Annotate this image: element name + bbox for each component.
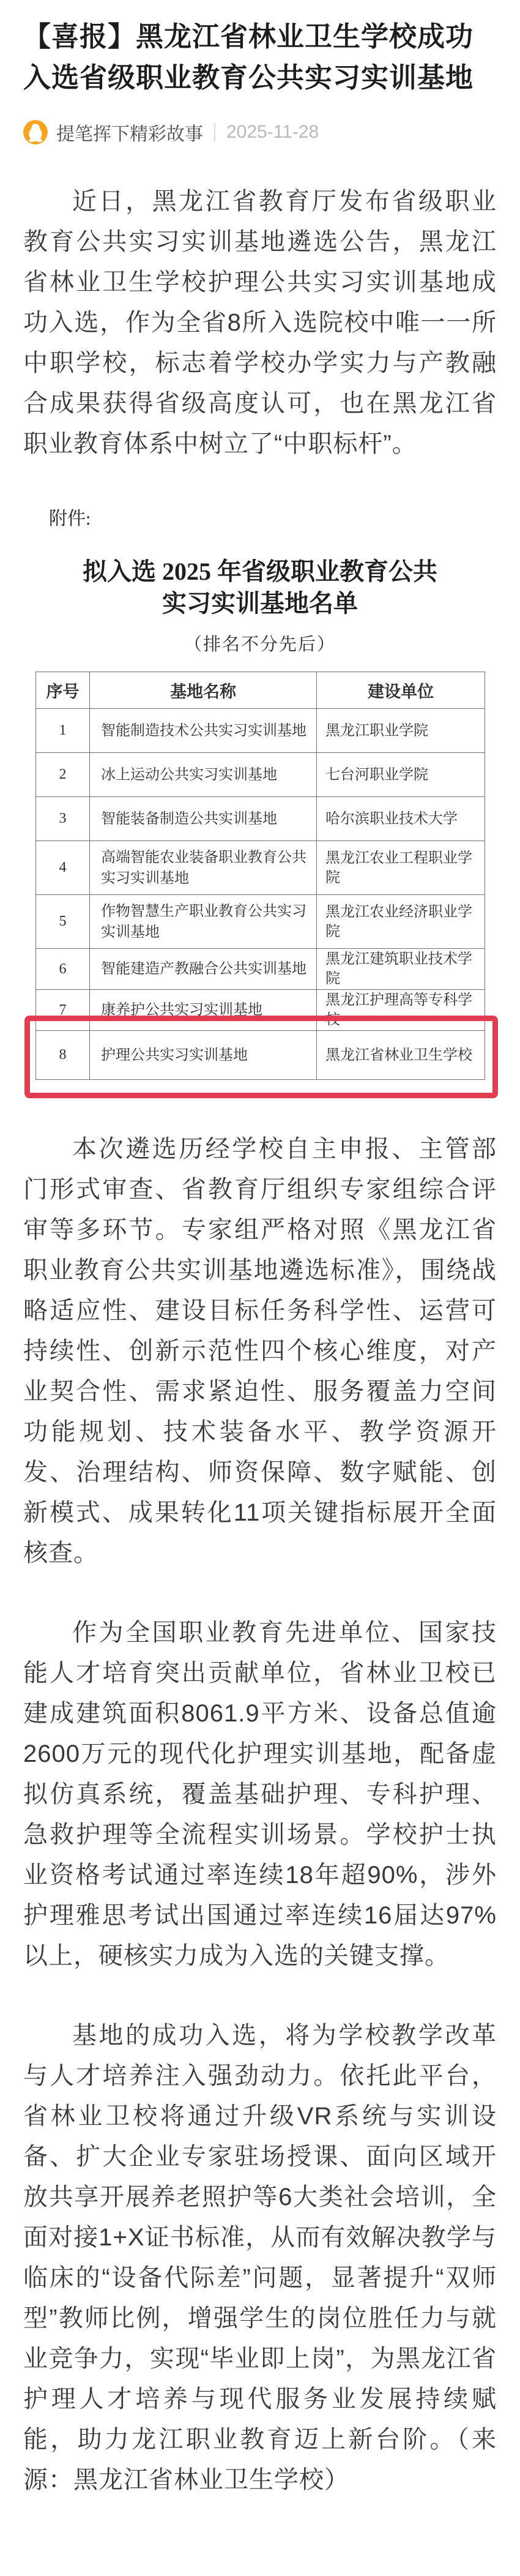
publish-date: 2025-11-28 (226, 122, 319, 142)
col-header-no: 序号 (36, 672, 90, 709)
row-base: 智能装备制造公共实训基地 (90, 797, 317, 841)
row-base: 护理公共实习实训基地 (90, 1031, 317, 1080)
row-base: 康养护公共实习实训基地 (90, 990, 317, 1031)
row-base: 智能建造产教融合公共实训基地 (90, 949, 317, 990)
article-paragraph-3: 作为全国职业教育先进单位、国家技能人才培育突出贡献单位，省林业卫校已建成建筑面积8061.9平方米、设备总值逾2600万元的现代化护理实训基地，配备虚拟仿真系统，覆盖基础护理、专科护理、急救护理等全流程实训场景。学校护士执业资格考试通过率连续18年超90%，涉外护理雅思考试出国通过率连续16届达97%以上，硬核实力成为入选的关键支撑。 (23, 1619, 497, 1969)
col-header-base: 基地名称 (90, 672, 317, 709)
meta-divider (214, 123, 215, 141)
author-name[interactable]: 提笔挥下精彩故事 (56, 124, 203, 144)
table-row (36, 949, 485, 990)
attachment-table (35, 672, 485, 1080)
article-meta (23, 119, 497, 146)
attachment-table-wrap (35, 672, 485, 1080)
row-org: 黑龙江护理高等专科学校 (317, 990, 485, 1031)
attachment-table-title (37, 556, 483, 620)
attachment-table-title-line1: 拟入选 2025 年省级职业教育公共 (83, 558, 437, 585)
row-no: 6 (36, 949, 90, 990)
row-no: 3 (36, 797, 90, 841)
article-paragraph-2: 本次遴选历经学校自主申报、主管部门形式审查、省教育厅组织专家组综合评审等多环节。专家组严格对照《黑龙江省职业教育公共实训基地遴选标准》，围绕战略适应性、建设目标任务科学性、运营可持续性、创新示范性四个核心维度，对产业契合性、需求紧迫性、服务覆盖力空间功能规划、技术装备水平、教学资源开发、治理结构、师资保障、数字赋能、创新模式、成果转化11项关键指标展开全面核查。 (23, 1136, 497, 1567)
table-row (36, 709, 485, 753)
attachment-table-subtitle: （排名不分先后） (184, 635, 336, 654)
row-no: 7 (36, 990, 90, 1031)
article-paragraph-1: 近日，黑龙江省教育厅发布省级职业教育公共实习实训基地遴选公告，黑龙江省林业卫生学校护理公共实习实训基地成功入选，作为全省8所入选院校中唯一一所中职学校，标志着学校办学实力与产教融合成果获得省级高度认可，也在黑龙江省职业教育体系中树立了“中职标杆”。 (23, 188, 497, 457)
qq-penguin-icon (23, 120, 48, 144)
table-row (36, 797, 485, 841)
table-row (36, 753, 485, 797)
attachment-image (0, 540, 520, 1129)
table-row (36, 990, 485, 1031)
row-base: 冰上运动公共实习实训基地 (90, 753, 317, 797)
table-row (36, 841, 485, 895)
row-no: 1 (36, 709, 90, 753)
row-no: 2 (36, 753, 90, 797)
table-row (36, 895, 485, 949)
row-org: 哈尔滨职业技术大学 (317, 797, 485, 841)
row-base: 高端智能农业装备职业教育公共实习实训基地 (90, 841, 317, 895)
attachment-label: 附件: (49, 509, 91, 529)
row-org: 七台河职业学院 (317, 753, 485, 797)
table-header-row (36, 672, 485, 709)
row-base: 作物智慧生产职业教育公共实习实训基地 (90, 895, 317, 949)
row-no: 4 (36, 841, 90, 895)
col-header-org: 建设单位 (317, 672, 485, 709)
row-org: 黑龙江农业经济职业学院 (317, 895, 485, 949)
row-org: 黑龙江职业学院 (317, 709, 485, 753)
attachment-table-title-line2: 实习实训基地名单 (162, 590, 358, 617)
row-org: 黑龙江省林业卫生学校 (317, 1031, 485, 1080)
table-row-highlighted (36, 1031, 485, 1080)
row-base: 智能制造技术公共实习实训基地 (90, 709, 317, 753)
row-no: 5 (36, 895, 90, 949)
article-paragraph-4: 基地的成功入选，将为学校教学改革与人才培养注入强劲动力。依托此平台，省林业卫校将通过升级VR系统与实训设备、扩大企业专家驻场授课、面向区域开放共享开展养老照护等6大类社会培训，全面对接1+X证书标准，从而有效解决教学与临床的“设备代际差”问题，显著提升“双师型”教师比例，增强学生的岗位胜任力与就业竞争力，实现“毕业即上岗”，为黑龙江省护理人才培养与现代服务业发展持续赋能，助力龙江职业教育迈上新台阶。（来源：黑龙江省林业卫生学校） (23, 2022, 497, 2493)
row-no: 8 (36, 1031, 90, 1080)
page-title: 【喜报】黑龙江省林业卫生学校成功入选省级职业教育公共实习实训基地 (23, 21, 474, 93)
row-org: 黑龙江建筑职业技术学院 (317, 949, 485, 990)
row-org: 黑龙江农业工程职业学院 (317, 841, 485, 895)
